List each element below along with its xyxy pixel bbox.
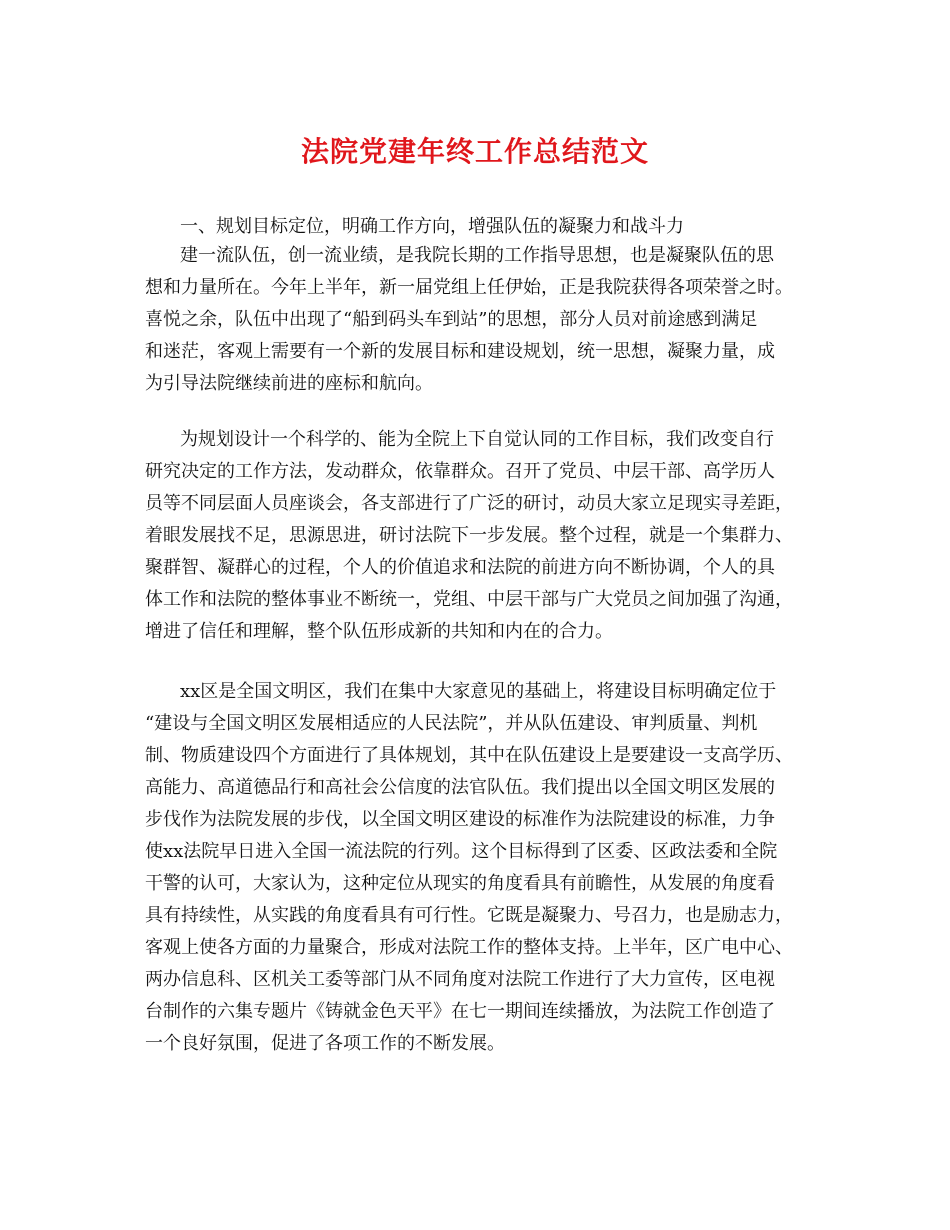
paragraph-line: 具有持续性，从实践的角度看具有可行性。它既是凝聚力、号召力，也是励志力， [145,905,793,926]
paragraph-line: 增进了信任和理解，整个队伍形成新的共知和内在的合力。 [145,621,613,642]
paragraph-3 [145,676,805,1060]
paragraph-line: 台制作的六集专题片《铸就金色天平》在七一期间连续播放，为法院工作创造了 [145,1001,775,1022]
paragraph-line: 研究决定的工作方法，发动群众，依靠群众。召开了党员、中层干部、高学历人 [145,461,775,482]
paragraph-line: 使xx法院早日进入全国一流法院的行列。这个目标得到了区委、区政法委和全院 [145,841,778,862]
paragraph-line: 着眼发展找不足，思源思进，研讨法院下一步发展。整个过程，就是一个集群力、 [145,525,793,546]
paragraph-line: 和迷茫，客观上需要有一个新的发展目标和建设规划，统一思想，凝聚力量，成 [145,341,775,362]
paragraph-line: 一个良好氛围，促进了各项工作的不断发展。 [145,1033,505,1054]
paragraph-line: 喜悦之余，队伍中出现了“船到码头车到站”的思想，部分人员对前途感到满足 [145,309,758,330]
paragraph-line: 客观上使各方面的力量聚合，形成对法院工作的整体支持。上半年，区广电中心、 [145,937,793,958]
paragraph-line: 为引导法院继续前进的座标和航向。 [145,373,433,394]
paragraph-1 [145,240,805,400]
paragraph-line: xx区是全国文明区，我们在集中大家意见的基础上，将建设目标明确定位于 [180,681,777,702]
paragraph-line: 聚群智、凝群心的过程，个人的价值追求和法院的前进方向不断协调，个人的具 [145,557,775,578]
paragraph-line: “建设与全国文明区发展相适应的人民法院”，并从队伍建设、审判质量、判机 [145,713,758,734]
paragraph-line: 为规划设计一个科学的、能为全院上下自觉认同的工作目标，我们改变自行 [180,429,774,450]
paragraph-line: 员等不同层面人员座谈会，各支部进行了广泛的研讨，动员大家立足现实寻差距， [145,493,793,514]
paragraph-2 [145,424,805,648]
paragraph-line: 高能力、高道德品行和高社会公信度的法官队伍。我们提出以全国文明区发展的 [145,777,775,798]
paragraph-line: 想和力量所在。今年上半年，新一届党组上任伊始，正是我院获得各项荣誉之时。 [145,277,793,298]
paragraph-line: 两办信息科、区机关工委等部门从不同角度对法院工作进行了大力宣传，区电视 [145,969,775,990]
paragraph-line: 体工作和法院的整体事业不断统一，党组、中层干部与广大党员之间加强了沟通， [145,589,793,610]
paragraph-line: 干警的认可，大家认为，这种定位从现实的角度看具有前瞻性，从发展的角度看 [145,873,775,894]
paragraph-line: 建一流队伍，创一流业绩，是我院长期的工作指导思想，也是凝聚队伍的思 [180,245,774,266]
paragraph-line: 制、物质建设四个方面进行了具体规划，其中在队伍建设上是要建设一支高学历、 [145,745,793,766]
document-title: 法院党建年终工作总结范文 [300,135,649,168]
paragraph-line: 步伐作为法院发展的步伐，以全国文明区建设的标准作为法院建设的标准，力争 [145,809,775,830]
section-heading: 一、规划目标定位，明确工作方向，增强队伍的凝聚力和战斗力 [180,216,684,237]
